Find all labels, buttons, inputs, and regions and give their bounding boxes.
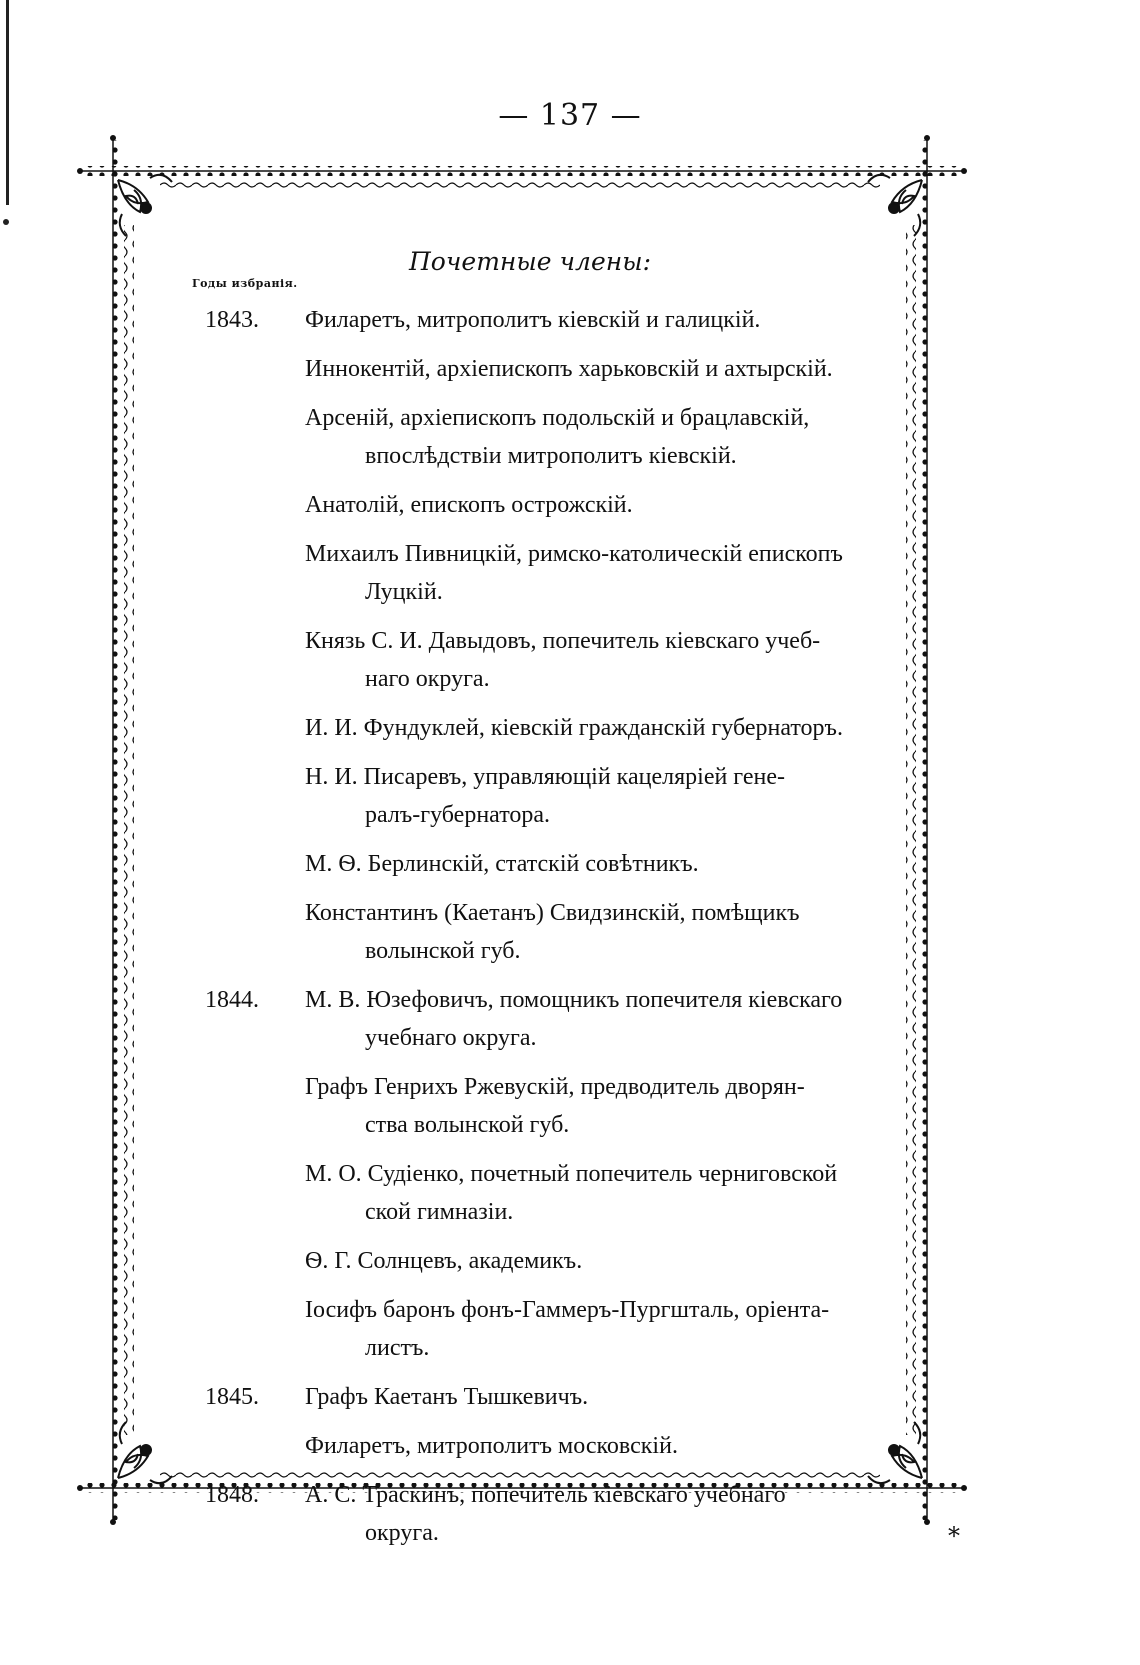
member-entry (205, 1427, 925, 1465)
member-entry (205, 301, 925, 339)
member-text-continuation: Луцкій. (365, 579, 443, 605)
member-text-continuation: впослѣдствіи митрополитъ кіевскій. (365, 443, 737, 469)
member-text-continuation: листъ. (365, 1335, 430, 1361)
member-entry (205, 350, 925, 388)
member-text: М. Ѳ. Берлинскій, статскій совѣтникъ. (305, 851, 699, 877)
section-heading: Почетные члены: (409, 247, 651, 276)
member-text: Филаретъ, митрополитъ московскій. (305, 1433, 678, 1459)
member-text: Н. И. Писаревъ, управляющій кацеляріей гене- (305, 764, 785, 790)
member-text-continuation: наго округа. (365, 666, 490, 692)
election-year: 1848. (205, 1482, 259, 1508)
member-entry (205, 1476, 925, 1552)
member-text-continuation: волынской губ. (365, 938, 521, 964)
member-entry (205, 1291, 925, 1367)
member-text: Іосифъ баронъ фонъ-Гаммеръ-Пургшталь, оріента- (305, 1297, 830, 1323)
member-entry (205, 1242, 925, 1280)
election-year: 1845. (205, 1384, 259, 1410)
member-text: М. О. Судіенко, почетный попечитель черниговской (305, 1161, 838, 1187)
member-entry (205, 981, 925, 1057)
member-text: Михаилъ Пивницкій, римско-католическій епископъ (305, 541, 843, 567)
member-entry (205, 758, 925, 834)
election-year: 1844. (205, 987, 259, 1013)
member-entry (205, 486, 925, 524)
member-text-continuation: ралъ-губернатора. (365, 802, 551, 828)
member-entry (205, 622, 925, 698)
member-entry (205, 845, 925, 883)
member-text: Анатолій, епископъ острожскій. (305, 492, 633, 518)
members-list (205, 301, 925, 1563)
page-number: — 137 — (498, 98, 642, 133)
member-entry (205, 894, 925, 970)
member-text-continuation: ства волынской губ. (365, 1112, 570, 1138)
member-text: Филаретъ, митрополитъ кіевскій и галицкій. (305, 307, 761, 333)
election-year: 1843. (205, 307, 259, 333)
member-text: А. С. Траскинъ, попечитель кіевскаго учебнаго (305, 1482, 786, 1508)
footer-mark: * (948, 1522, 960, 1550)
member-entry (205, 535, 925, 611)
member-text-continuation: округа. (365, 1520, 439, 1546)
member-entry (205, 1378, 925, 1416)
member-text: И. И. Фундуклей, кіевскій гражданскій губернаторъ. (305, 715, 843, 741)
member-text-continuation: ской гимназіи. (365, 1199, 514, 1225)
member-text: Иннокентій, архіепископъ харьковскій и ахтырскій. (305, 356, 833, 382)
years-column-label: Годы избранія. (192, 277, 298, 290)
left-wave (124, 225, 134, 1435)
binding-edge (6, 0, 9, 205)
member-entry (205, 709, 925, 747)
member-text: Ѳ. Г. Солнцевъ, академикъ. (305, 1248, 583, 1274)
member-entry (205, 1155, 925, 1231)
member-text: Константинъ (Каетанъ) Свидзинскій, помѣщикъ (305, 900, 800, 926)
member-text: М. В. Юзефовичъ, помощникъ попечителя кіевскаго (305, 987, 843, 1013)
member-text-continuation: учебнаго округа. (365, 1025, 537, 1051)
member-text: Графъ Каетанъ Тышкевичъ. (305, 1384, 589, 1410)
member-text: Арсеній, архіепископъ подольскій и брацлавскій, (305, 405, 810, 431)
member-entry (205, 399, 925, 475)
member-entry (205, 1068, 925, 1144)
member-text: Князь С. И. Давыдовъ, попечитель кіевскаго учеб- (305, 628, 821, 654)
top-wave (160, 178, 880, 188)
member-text: Графъ Генрихъ Ржевускій, предводитель дворян- (305, 1074, 805, 1100)
